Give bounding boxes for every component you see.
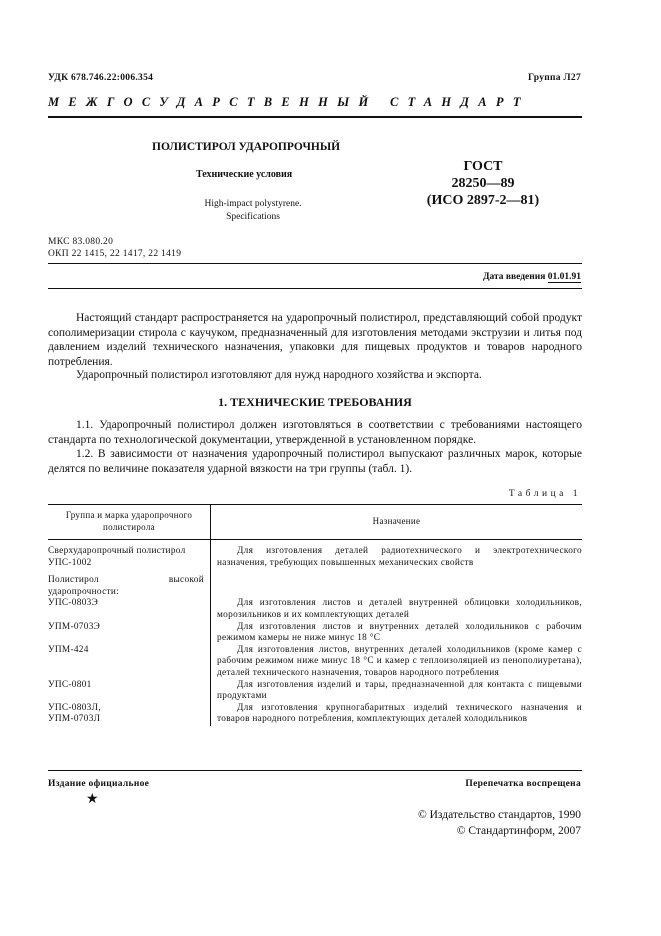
grade-cell [48, 703, 211, 726]
paragraph-purpose: Ударопрочный полистирол изготовляют для нужд народного хозяйства и экспорта. [76, 369, 482, 381]
classification-codes [48, 236, 181, 260]
table-row [48, 622, 582, 645]
purpose-cell: Для изготовления деталей радиотехнического и электротехнического назначения, требующих повышенных механических свойств [217, 546, 582, 568]
purpose-cell: Для изготовления изделий и тары, предназначенной для контакта с пищевыми продуктами [217, 679, 582, 702]
standard-banner: МЕЖГОСУДАРСТВЕННЫЙ СТАНДАРТ [48, 95, 530, 109]
table-row [48, 680, 582, 703]
grade-cell: УПС-1002 [48, 558, 211, 570]
mks-code: МКС 83.080.20 [48, 237, 114, 247]
table-caption: Таблица 1 [508, 489, 581, 499]
document-title: ПОЛИСТИРОЛ УДАРОПРОЧНЫЙ [152, 141, 341, 153]
purpose-cell: Для изготовления крупногабаритных изделий технического назначения и товаров народного потребления, комплектующих деталей холодильников [217, 702, 582, 725]
grades-table [48, 504, 582, 726]
group-label: Полистирол высокой ударопрочности: [48, 575, 211, 598]
purpose-cell: Для изготовления листов, внутренних деталей холодильников (кроме камер с рабочим режимом ниже минус 18 °С и камер с теплоизоляцией из пенополиуретана), деталей технического назначения, товаров народного потребления [217, 644, 582, 678]
copyright-standartinform: © Стандартинформ, 2007 [456, 825, 581, 837]
paragraph-scope: Настоящий стандарт распространяется на ударопрочный полистирол, представляющий собой продукт сополимеризации стирола с каучуком, предназначенный для изготовления методами экструзии и литья под давлением изделий технического назначения, упаковки для пищевых продуктов и товаров народного потребления. [48, 312, 582, 368]
iso-number: (ИСО 2897-2—81) [426, 193, 540, 208]
okp-code: ОКП 22 1415, 22 1417, 22 1419 [48, 249, 182, 259]
table-row [48, 645, 582, 680]
table-row [48, 703, 582, 726]
group-code: Группа Л27 [527, 73, 581, 83]
group-label: Сверхударопрочный полистирол [48, 546, 211, 558]
grade-line: УПС-0803Л, [48, 702, 101, 713]
intro-date-value: 01.01.91 [547, 272, 581, 282]
grade-cell: УПМ-0703Э [48, 622, 211, 645]
gost-number: 28250—89 [451, 176, 515, 191]
grade-cell: УПС-0801 [48, 680, 211, 703]
table-header-purpose: Назначение [211, 505, 583, 540]
udk-code: УДК 678.746.22:006.354 [48, 73, 154, 83]
table-header-grade: Группа и марка ударопрочного полистирола [48, 505, 211, 540]
table-row [48, 575, 582, 598]
english-title-line1: High-impact polystyrene. [204, 199, 302, 209]
header-rule [48, 116, 582, 118]
paragraph-1-1: 1.1. Ударопрочный полистирол должен изготовляться в соответствии с требованиями настоящего стандарта по технологической документации, утвержденной в установленном порядке. [48, 419, 582, 446]
copyright-publisher: © Издательство стандартов, 1990 [417, 809, 581, 821]
purpose-cell: Для изготовления листов и деталей внутренней облицовки холодильников, морозильников и их комплектующих деталей [217, 598, 582, 620]
paragraph-1-2: 1.2. В зависимости от назначения ударопрочный полистирол выпускают различных марок, которые делятся по величине показателя ударной вязкости на три группы (табл. 1). [48, 448, 582, 475]
grade-cell: УПС-0803Э [48, 598, 211, 621]
gost-label: ГОСТ [463, 159, 503, 174]
footer-rule [48, 770, 582, 771]
document-subtitle: Технические условия [196, 169, 293, 180]
intro-date-label: Дата введения [482, 272, 546, 282]
date-rule [48, 288, 582, 289]
reprint-notice: Перепечатка воспрещена [465, 779, 581, 789]
copyright-block [418, 807, 581, 839]
grade-cell: УПМ-424 [48, 645, 211, 680]
english-title [168, 198, 338, 224]
official-edition: Издание официальное [48, 779, 150, 789]
purpose-cell: Для изготовления листов и внутренних деталей холодильников с рабочим режимом камеры не ниже минус 18 °С [217, 621, 582, 644]
table-row [48, 546, 582, 558]
codes-rule [48, 263, 582, 264]
section-heading: 1. ТЕХНИЧЕСКИЕ ТРЕБОВАНИЯ [218, 395, 412, 409]
english-title-line2: Specifications [226, 212, 280, 222]
table-row [48, 598, 582, 621]
intro-date [483, 272, 581, 282]
gost-designation [408, 158, 558, 209]
star-icon: ★ [86, 792, 99, 807]
grade-line: УПМ-0703Л [48, 714, 101, 725]
